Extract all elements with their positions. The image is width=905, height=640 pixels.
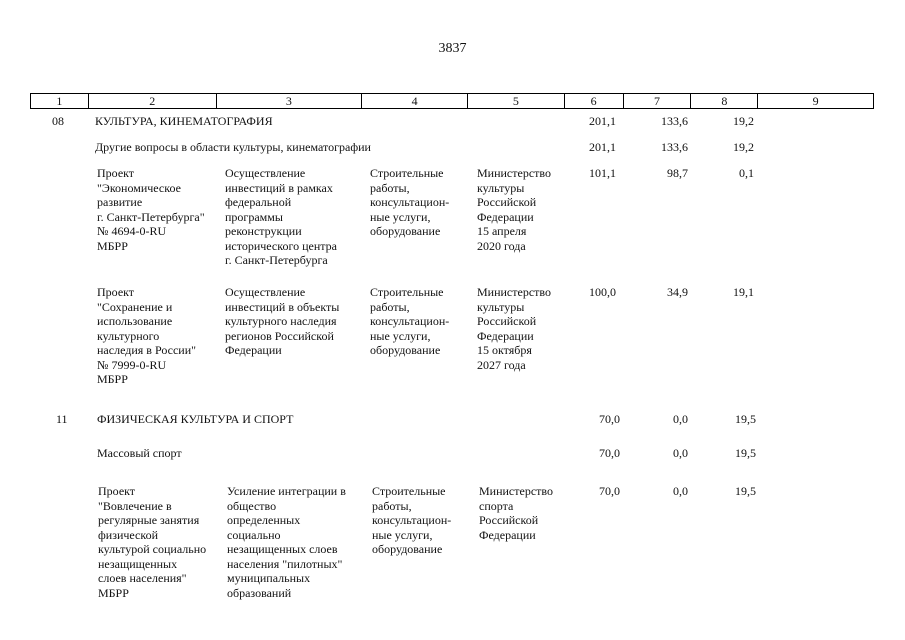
column-header-3: 3 bbox=[217, 94, 363, 108]
section-code: 11 bbox=[56, 412, 68, 426]
subsection-value-col8: 19,5 bbox=[735, 446, 756, 460]
section-title: КУЛЬТУРА, КИНЕМАТОГРАФИЯ bbox=[95, 114, 273, 128]
section-value-col6: 201,1 bbox=[589, 114, 616, 128]
project-purpose: Осуществление инвестиций в рамках федеральной программы реконструкции исторического центра г. Санкт-Петербурга bbox=[225, 166, 337, 267]
column-header-6: 6 bbox=[565, 94, 624, 108]
subsection-value-col7: 133,6 bbox=[661, 140, 688, 154]
column-header-5: 5 bbox=[468, 94, 565, 108]
project-purpose: Усиление интеграции в общество определенных социально незащищенных слоев населения "пилотных" муниципальных образований bbox=[227, 484, 346, 600]
section-code: 08 bbox=[52, 114, 64, 128]
section-value-col8: 19,2 bbox=[733, 114, 754, 128]
section-value-col7: 0,0 bbox=[673, 412, 688, 426]
project-value-col6: 100,0 bbox=[589, 285, 616, 299]
section-value-col7: 133,6 bbox=[661, 114, 688, 128]
project-name: Проект "Сохранение и использование культурного наследия в России" № 7999-0-RU МБРР bbox=[97, 285, 197, 386]
project-works: Строительные работы, консультацион- ные услуги, оборудование bbox=[370, 285, 450, 357]
project-works: Строительные работы, консультацион- ные услуги, оборудование bbox=[372, 484, 452, 556]
project-name: Проект "Вовлечение в регулярные занятия физической культурой социально незащищенных слоев населения" МБРР bbox=[98, 484, 207, 600]
project-works: Строительные работы, консультацион- ные услуги, оборудование bbox=[370, 166, 450, 238]
section-title: ФИЗИЧЕСКАЯ КУЛЬТУРА И СПОРТ bbox=[97, 412, 294, 426]
page-number: 3837 bbox=[438, 41, 467, 56]
project-executor: Министерство культуры Российской Федерации 15 октября 2027 года bbox=[477, 285, 551, 372]
project-value-col8: 19,5 bbox=[735, 484, 756, 498]
column-header-1: 1 bbox=[31, 94, 89, 108]
subsection-value-col7: 0,0 bbox=[673, 446, 688, 460]
project-name: Проект "Экономическое развитие г. Санкт-Петербурга" № 4694-0-RU МБРР bbox=[97, 166, 205, 253]
column-header-2: 2 bbox=[89, 94, 217, 108]
project-value-col6: 101,1 bbox=[589, 166, 616, 180]
subsection-title: Массовый спорт bbox=[97, 446, 182, 460]
project-purpose: Осуществление инвестиций в объекты культурного наследия регионов Российской Федерации bbox=[225, 285, 340, 357]
subsection-value-col6: 201,1 bbox=[589, 140, 616, 154]
column-header-8: 8 bbox=[691, 94, 758, 108]
section-value-col8: 19,5 bbox=[735, 412, 756, 426]
project-value-col7: 0,0 bbox=[673, 484, 688, 498]
section-value-col6: 70,0 bbox=[599, 412, 620, 426]
subsection-value-col8: 19,2 bbox=[733, 140, 754, 154]
project-value-col8: 19,1 bbox=[733, 285, 754, 299]
project-value-col7: 98,7 bbox=[667, 166, 688, 180]
project-executor: Министерство культуры Российской Федерации 15 апреля 2020 года bbox=[477, 166, 551, 253]
column-header-7: 7 bbox=[624, 94, 692, 108]
project-value-col6: 70,0 bbox=[599, 484, 620, 498]
project-executor: Министерство спорта Российской Федерации bbox=[479, 484, 553, 542]
column-header-4: 4 bbox=[362, 94, 468, 108]
column-header-row bbox=[30, 93, 874, 109]
project-value-col8: 0,1 bbox=[739, 166, 754, 180]
project-value-col7: 34,9 bbox=[667, 285, 688, 299]
column-header-9: 9 bbox=[812, 94, 819, 108]
subsection-title: Другие вопросы в области культуры, кинематографии bbox=[95, 140, 371, 154]
subsection-value-col6: 70,0 bbox=[599, 446, 620, 460]
